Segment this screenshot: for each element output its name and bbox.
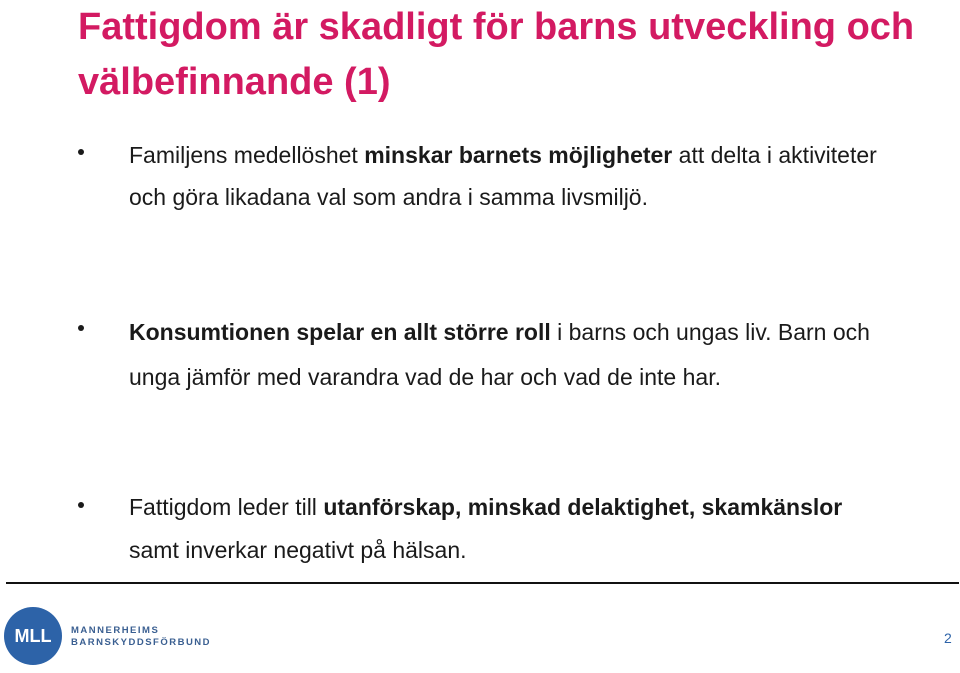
bullet-item-3 [78,486,878,572]
slide-title: Fattigdom är skadligt för barns utveckling och välbefinnande (1) [78,6,915,103]
logo-wordmark [71,625,211,649]
bullet-text [129,134,878,218]
bullet-text [129,310,878,400]
bullet-segment: att delta i aktiviteter och göra likadana val som andra i samma livsmiljö. [129,142,877,210]
bullet-segment: Familjens medellöshet [129,142,365,168]
bullet-dot-icon [78,325,84,331]
bullet-text [129,486,878,572]
bullet-segment: Fattigdom leder till [129,494,324,520]
bullet-segment-bold: minskar barnets möjligheter [364,142,673,168]
page-number: 2 [944,630,952,646]
bullet-item-2 [78,310,878,400]
mll-logo-mark-icon: MLL [4,607,62,665]
logo-line-2: BARNSKYDDSFÖRBUND [71,637,212,648]
bullet-segment: samt inverkar negativt på hälsan. [129,537,467,563]
bullet-segment: i barns och ungas liv. Barn och unga jämför med varandra vad de har och vad de inte har. [129,319,870,390]
bullet-dot-icon [78,149,84,155]
footer-divider [6,582,959,584]
bullet-segment-bold: Konsumtionen spelar en allt större roll [129,319,551,345]
bullet-item-1 [78,134,878,218]
bullet-segment-bold: utanförskap, minskad delaktighet, skamkänslor [323,494,843,520]
bullet-dot-icon [78,502,84,508]
logo-line-1: MANNERHEIMS [71,625,160,636]
mll-logo [4,607,212,667]
